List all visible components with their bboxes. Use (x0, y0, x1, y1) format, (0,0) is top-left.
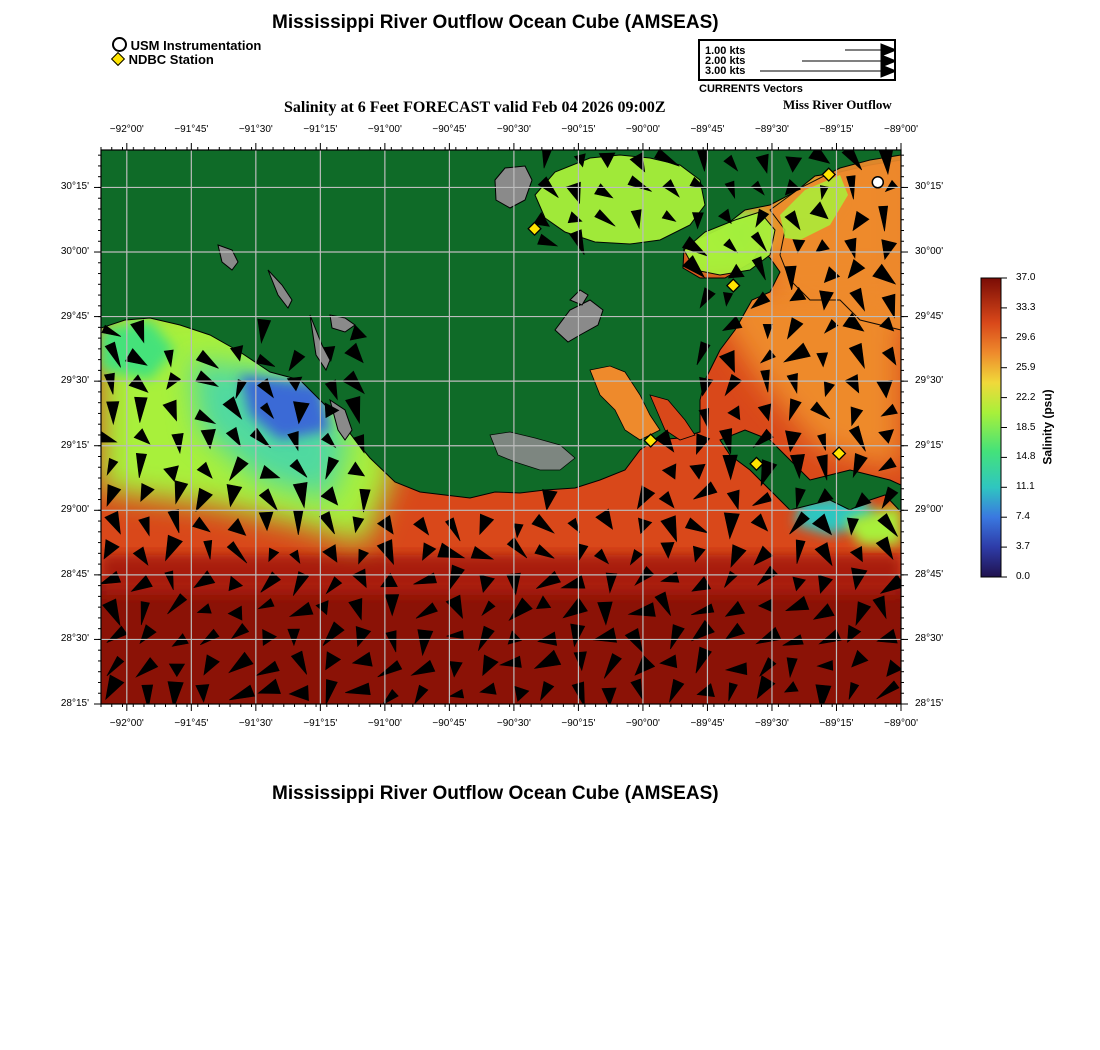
x-tick-label-top: −91°30' (238, 124, 273, 135)
colorbar-tick-label: 37.0 (1016, 272, 1036, 283)
map-field (96, 145, 905, 711)
y-tick-label-left: 29°00' (60, 504, 89, 516)
x-tick-label-bottom: −91°00' (367, 718, 402, 729)
x-tick-label-bottom: −91°45' (174, 718, 209, 729)
x-tick-label-top: −90°30' (496, 124, 531, 135)
x-tick-label-bottom: −91°30' (238, 718, 273, 729)
x-tick-label-top: −90°45' (432, 124, 467, 135)
x-tick-label-top: −91°15' (303, 124, 338, 135)
y-tick-label-right: 30°00' (915, 246, 944, 258)
map-title: Salinity at 6 Feet FORECAST valid Feb 04 2026 09:00Z (284, 99, 666, 116)
y-tick-label-right: 28°30' (915, 633, 944, 645)
usm-station-marker[interactable] (872, 177, 883, 188)
colorbar-tick-label: 0.0 (1016, 571, 1030, 582)
top-title: Mississippi River Outflow Ocean Cube (AMSEAS) (272, 12, 719, 33)
region-name: Miss River Outflow (783, 97, 892, 112)
x-tick-label-top: −91°45' (174, 124, 209, 135)
y-tick-label-left: 29°15' (60, 439, 89, 451)
vector-label-3: 3.00 kts (705, 65, 746, 77)
vector-caption: CURRENTS Vectors (699, 83, 803, 95)
x-tick-label-bottom: −89°15' (819, 718, 854, 729)
y-tick-label-right: 29°15' (915, 439, 944, 451)
x-tick-label-top: −92°00' (109, 124, 144, 135)
colorbar-tick-label: 18.5 (1016, 421, 1036, 433)
legend-usm-label: USM Instrumentation (130, 38, 262, 53)
y-tick-label-left: 30°00' (60, 246, 89, 258)
y-tick-label-left: 28°45' (60, 568, 89, 580)
colorbar-tick-label: 29.6 (1016, 331, 1036, 343)
x-tick-label-top: −89°30' (754, 124, 789, 135)
colorbar-tick-label: 3.7 (1016, 541, 1030, 553)
colorbar-title: Salinity (psu) (1040, 389, 1055, 465)
x-tick-label-bottom: −89°45' (690, 718, 725, 729)
vector-label-1: 1.00 kts (705, 45, 746, 57)
y-tick-label-right: 28°15' (915, 698, 944, 709)
x-tick-label-bottom: −92°00' (109, 718, 144, 729)
colorbar-tick-label: 25.9 (1016, 361, 1036, 373)
x-tick-label-top: −89°45' (690, 124, 725, 135)
x-tick-label-bottom: −90°30' (496, 718, 531, 729)
colorbar-tick-label: 33.3 (1016, 301, 1036, 313)
y-tick-label-left: 30°15' (60, 181, 89, 193)
x-tick-label-bottom: −90°00' (625, 718, 660, 729)
x-tick-label-bottom: −91°15' (303, 718, 338, 729)
colorbar-tick-label: 11.1 (1016, 481, 1035, 493)
vector-label-2: 2.00 kts (705, 55, 746, 67)
bottom-title: Mississippi River Outflow Ocean Cube (AMSEAS) (272, 783, 719, 804)
y-tick-label-right: 29°00' (915, 504, 944, 516)
x-tick-label-bottom: −90°45' (432, 718, 467, 729)
y-tick-label-right: 29°45' (915, 310, 944, 322)
y-tick-label-right: 30°15' (915, 181, 944, 193)
colorbar-ticks (1001, 278, 1007, 577)
y-tick-label-right: 29°30' (915, 375, 944, 387)
x-tick-label-bottom: −89°30' (754, 718, 789, 729)
colorbar (981, 278, 1001, 577)
x-tick-label-top: −90°15' (561, 124, 596, 135)
y-tick-label-left: 29°30' (60, 375, 89, 387)
legend-ndbc-label: NDBC Station (128, 52, 214, 67)
y-tick-label-left: 28°30' (60, 633, 89, 645)
x-tick-label-top: −89°15' (819, 124, 854, 135)
y-tick-label-left: 29°45' (60, 310, 89, 322)
x-tick-label-top: −90°00' (625, 124, 660, 135)
colorbar-tick-label: 7.4 (1016, 511, 1030, 523)
x-tick-label-top: −89°00' (884, 124, 918, 135)
y-tick-label-right: 28°45' (915, 568, 944, 580)
colorbar-tick-label: 14.8 (1016, 451, 1036, 463)
x-tick-label-top: −91°00' (367, 124, 402, 135)
colorbar-tick-label: 22.2 (1016, 391, 1036, 403)
x-tick-label-bottom: −89°00' (884, 718, 918, 729)
x-tick-label-bottom: −90°15' (561, 718, 596, 729)
y-tick-label-left: 28°15' (60, 698, 89, 709)
